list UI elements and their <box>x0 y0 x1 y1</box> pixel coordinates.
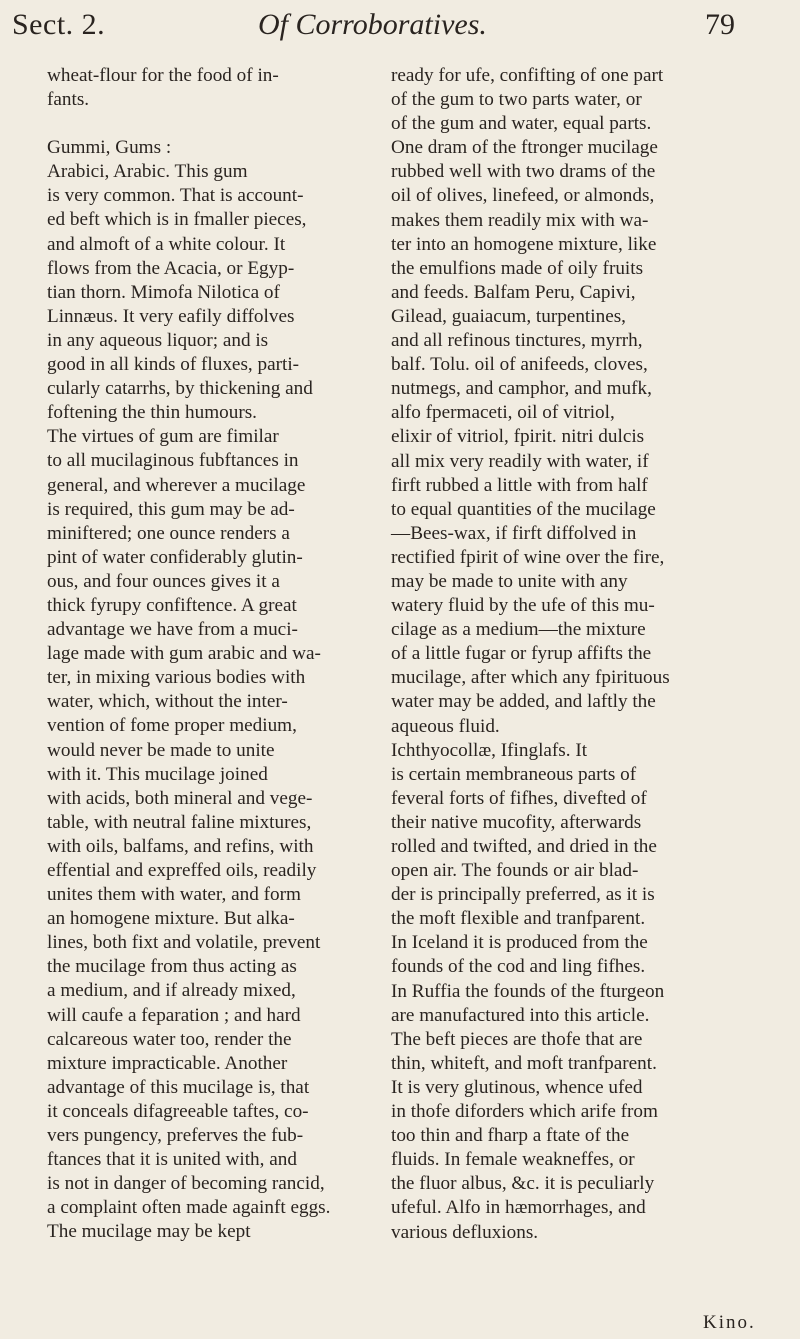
text-line: effential and expreffed oils, readily <box>47 860 317 881</box>
text-line: with oils, balfams, and refins, with <box>47 835 314 857</box>
text-line: to all mucilaginous fubftances in <box>47 450 299 472</box>
text-line: In Iceland it is produced from the <box>391 932 648 954</box>
text-line: would never be made to unite <box>47 739 275 761</box>
text-line: alfo fpermaceti, oil of vitriol, <box>391 402 615 424</box>
text-line: —Bees-wax, if firft diffolved in <box>391 522 637 544</box>
text-line: rectified fpirit of wine over the fire, <box>391 546 665 568</box>
paragraph-gap <box>47 112 362 136</box>
text-line: table, with neutral faline mixtures, <box>47 811 312 833</box>
text-line: is very common. That is account- <box>47 185 304 207</box>
text-line: is required, this gum may be ad- <box>47 498 295 520</box>
text-line: general, and wherever a mucilage <box>47 474 306 496</box>
text-line: It is very glutinous, whence ufed <box>391 1076 643 1098</box>
page-number: 79 <box>705 8 735 41</box>
text-line: rolled and twifted, and dried in the <box>391 836 657 857</box>
text-line: founds of the cod and ling fifhes. <box>391 956 646 978</box>
text-line: an homogene mixture. But alka- <box>47 908 295 930</box>
text-line: foftening the thin humours. <box>47 402 257 424</box>
text-line: the emulfions made of oily fruits <box>391 257 644 279</box>
text-line: The beft pieces are thofe that are <box>391 1028 643 1050</box>
text-line: water, which, without the inter- <box>47 691 288 713</box>
text-line: the fluor albus, &c. it is peculiarly <box>391 1173 655 1195</box>
text-line: feveral forts of fifhes, divefted of <box>391 787 647 809</box>
text-line: water may be added, and laftly the <box>391 691 656 713</box>
text-line: vers pungency, preferves the fub- <box>47 1125 304 1147</box>
text-line: the moft flexible and tranfparent. <box>391 908 646 930</box>
text-line: The mucilage may be kept <box>47 1221 251 1243</box>
text-line: nutmegs, and camphor, and mufk, <box>391 378 652 400</box>
text-line: tian thorn. Mimofa Nilotica of <box>47 281 280 303</box>
left-column <box>47 64 362 1245</box>
text-line: in any aqueous liquor; and is <box>47 329 269 351</box>
text-line: mucilage, after which any fpirituous <box>391 667 670 689</box>
catchword: Kino. <box>703 1312 756 1333</box>
text-line: and almoft of a white colour. It <box>47 233 286 255</box>
text-line: vention of fome proper medium, <box>47 715 297 737</box>
text-line: Arabici, Arabic. This gum <box>47 161 248 183</box>
text-line: of the gum to two parts water, or <box>391 89 642 111</box>
text-line: the mucilage from thus acting as <box>47 956 297 978</box>
text-line: thin, whiteft, and moft tranfparent. <box>391 1052 657 1074</box>
text-line: rubbed well with two drams of the <box>391 161 656 183</box>
text-line: watery fluid by the ufe of this mu- <box>391 595 655 617</box>
text-line: ous, and four ounces gives it a <box>47 570 280 592</box>
text-line: balf. Tolu. oil of anifeeds, cloves, <box>391 354 648 376</box>
text-line: miniftered; one ounce renders a <box>47 522 290 544</box>
text-line: too thin and fharp a ftate of the <box>391 1125 630 1147</box>
text-line: ed beft which is in fmaller pieces, <box>47 209 307 231</box>
text-line: fluids. In female weakneffes, or <box>391 1149 635 1171</box>
text-line: fants. <box>47 89 90 111</box>
text-line: is certain membraneous parts of <box>391 763 637 785</box>
text-line: is not in danger of becoming rancid, <box>47 1173 325 1195</box>
text-line: lines, both fixt and volatile, prevent <box>47 932 321 954</box>
text-line: ftances that it is united with, and <box>47 1149 297 1171</box>
text-line: it conceals difagreeable taftes, co- <box>47 1100 309 1122</box>
text-line: ter, in mixing various bodies with <box>47 667 306 689</box>
text-line: lage made with gum arabic and wa- <box>47 643 321 665</box>
text-line: and feeds. Balfam Peru, Capivi, <box>391 281 636 303</box>
text-line: der is principally preferred, as it is <box>391 884 655 906</box>
text-line: oil of olives, linefeed, or almonds, <box>391 185 655 207</box>
text-line: advantage we have from a muci- <box>47 619 298 641</box>
text-line: open air. The founds or air blad- <box>391 860 639 882</box>
text-line: cularly catarrhs, by thickening and <box>47 378 313 400</box>
text-line: with acids, both mineral and vege- <box>47 787 313 809</box>
text-line: aqueous fluid. <box>391 715 500 737</box>
text-line: wheat-flour for the food of in- <box>47 65 279 86</box>
text-line: Ichthyocollæ, Ifinglafs. It <box>391 739 588 761</box>
text-line: The virtues of gum are fimilar <box>47 426 279 448</box>
text-line: ter into an homogene mixture, like <box>391 233 657 255</box>
text-line: their native mucofity, afterwards <box>391 811 642 833</box>
section-label: Sect. 2. <box>12 8 106 41</box>
text-line: flows from the Acacia, or Egyp- <box>47 257 295 279</box>
right-column <box>391 64 791 1245</box>
text-line: firft rubbed a little with from half <box>391 474 648 496</box>
text-line: are manufactured into this article. <box>391 1004 650 1026</box>
text-line: thick fyrupy confiftence. A great <box>47 594 297 616</box>
text-line: of the gum and water, equal parts. <box>391 113 652 135</box>
text-line: cilage as a medium—the mixture <box>391 619 646 641</box>
text-line: Gilead, guaiacum, turpentines, <box>391 305 626 327</box>
text-line: mixture impracticable. Another <box>47 1052 288 1074</box>
text-line: ready for ufe, confifting of one part <box>391 65 664 86</box>
text-line: a medium, and if already mixed, <box>47 980 296 1002</box>
text-line: elixir of vitriol, fpirit. nitri dulcis <box>391 426 645 448</box>
text-line: One dram of the ftronger mucilage <box>391 137 658 159</box>
text-line: of a little fugar or fyrup affifts the <box>391 643 652 665</box>
text-line: unites them with water, and form <box>47 884 301 906</box>
text-line: to equal quantities of the mucilage <box>391 498 656 520</box>
text-line: In Ruffia the founds of the fturgeon <box>391 980 665 1002</box>
text-line: calcareous water too, render the <box>47 1028 292 1050</box>
text-line: with it. This mucilage joined <box>47 763 268 785</box>
running-header <box>0 0 800 62</box>
text-line: in thofe diforders which arife from <box>391 1101 658 1123</box>
text-line: may be made to unite with any <box>391 570 628 592</box>
text-line: pint of water confiderably glutin- <box>47 546 303 568</box>
text-line: Linnæus. It very eafily diffolves <box>47 305 295 327</box>
text-line: ufeful. Alfo in hæmorrhages, and <box>391 1197 646 1219</box>
text-line: Gummi, Gums : <box>47 137 172 159</box>
text-line: good in all kinds of fluxes, parti- <box>47 354 300 376</box>
text-line: a complaint often made againft eggs. <box>47 1197 331 1219</box>
text-line: all mix very readily with water, if <box>391 450 649 472</box>
running-title: Of Corroboratives. <box>258 8 487 41</box>
text-line: various defluxions. <box>391 1221 539 1243</box>
text-line: will caufe a feparation ; and hard <box>47 1004 301 1026</box>
text-line: advantage of this mucilage is, that <box>47 1076 310 1098</box>
text-line: and all refinous tinctures, myrrh, <box>391 330 643 352</box>
text-line: makes them readily mix with wa- <box>391 209 649 231</box>
